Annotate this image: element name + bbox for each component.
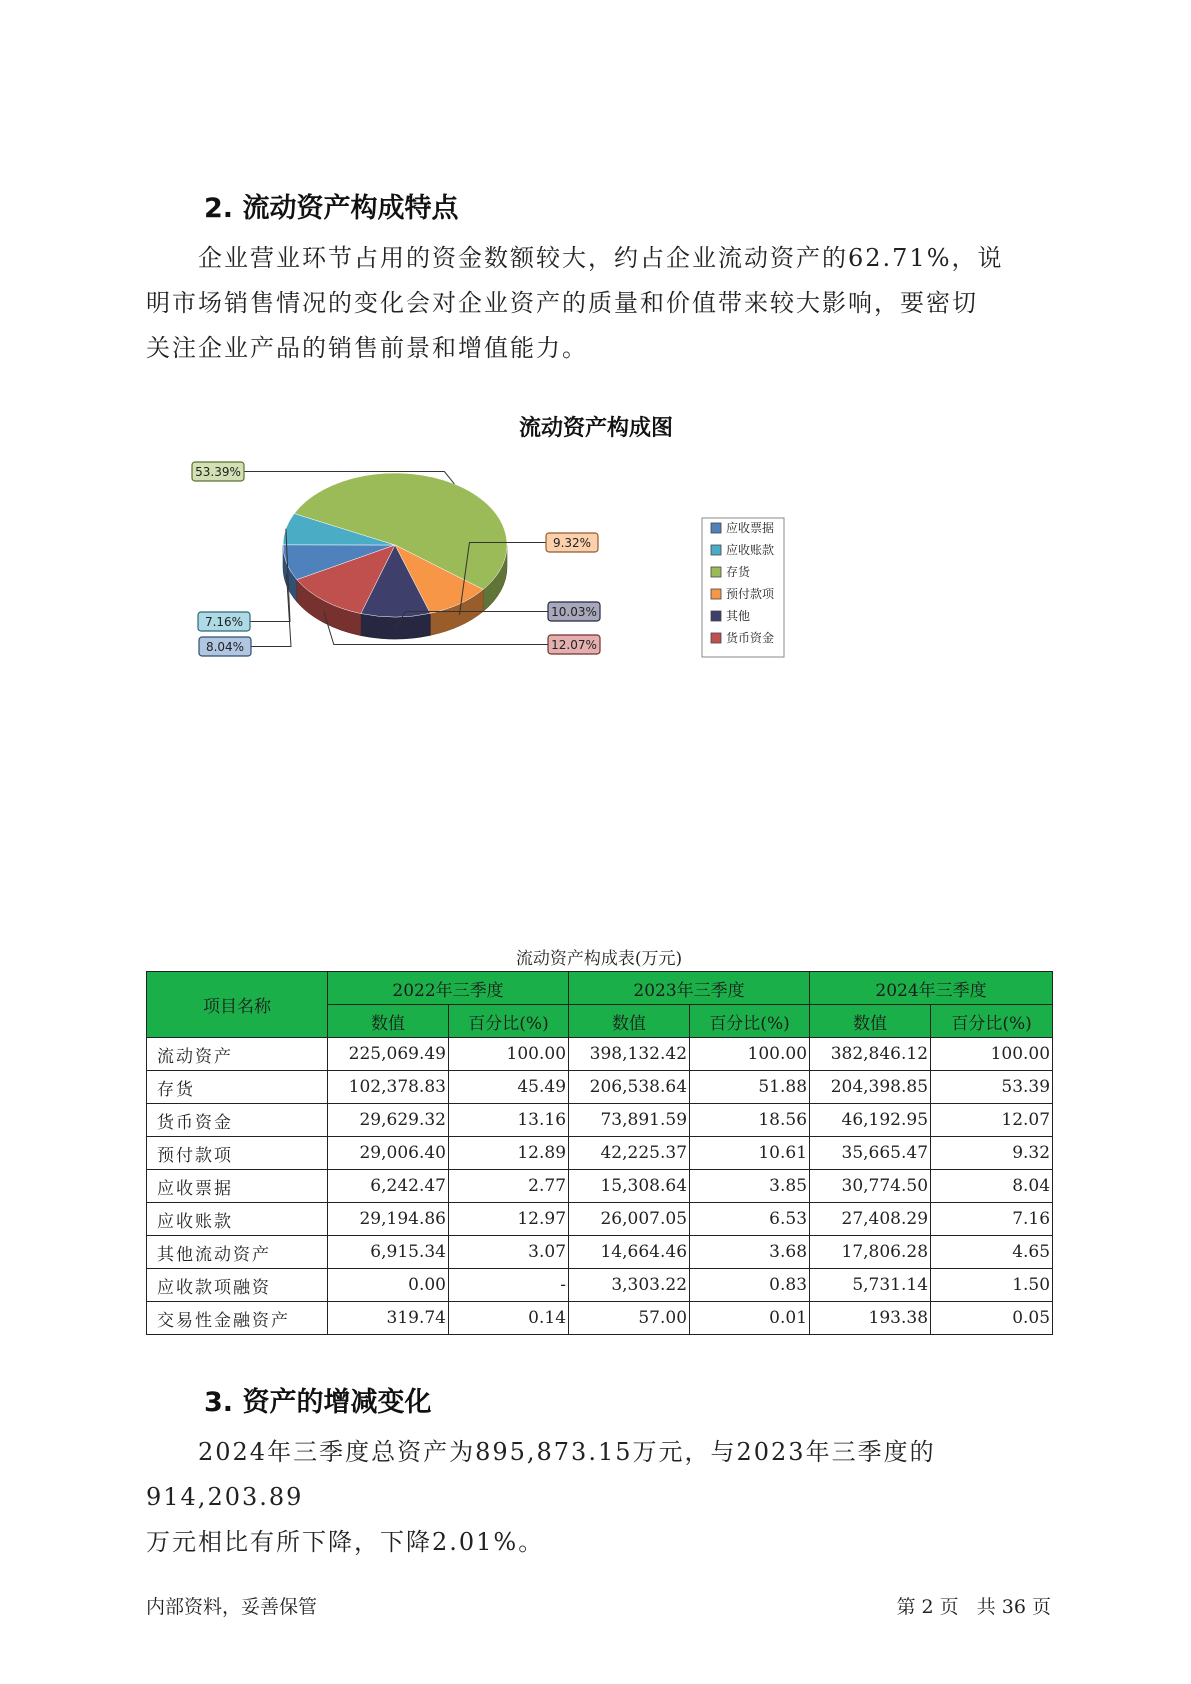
table-cell: 10.61 [690,1137,810,1170]
row-label: 预付款项 [147,1137,328,1170]
header-value: 数值 [569,1005,690,1038]
row-label: 其他流动资产 [147,1236,328,1269]
table-cell: 12.07 [931,1104,1053,1137]
row-label: 应收款项融资 [147,1269,328,1302]
legend-label: 货币资金 [726,631,775,645]
table-cell: 0.83 [690,1269,810,1302]
table-row [147,1269,1053,1302]
paragraph-line: 关注企业产品的销售前景和增值能力。 [146,334,588,362]
paragraph-line: 明市场销售情况的变化会对企业资产的质量和价值带来较大影响，要密切 [146,289,978,317]
pie-top [283,473,507,617]
section-heading: 3. 资产的增减变化 [204,1387,432,1418]
table-cell: 29,194.86 [328,1203,449,1236]
table-cell: 29,006.40 [328,1137,449,1170]
header-period: 2024年三季度 [810,972,1053,1005]
data-label: 8.04% [205,640,245,654]
table-cell: 4.65 [931,1236,1053,1269]
table-cell: 1.50 [931,1269,1053,1302]
table-cell: 382,846.12 [810,1038,931,1071]
table-cell: 100.00 [931,1038,1053,1071]
table-cell: 100.00 [690,1038,810,1071]
table-cell: 6,242.47 [328,1170,449,1203]
table-cell: 3.07 [449,1236,569,1269]
table-cell: 204,398.85 [810,1071,931,1104]
legend-swatch [711,633,721,643]
paragraph-line: 2024年三季度总资产为895,873.15万元，与2023年三季度的914,203.89 [146,1438,936,1511]
header-pct: 百分比(%) [690,1005,810,1038]
section-paragraph [146,1430,1086,1565]
table-cell: 12.89 [449,1137,569,1170]
table-row [147,1038,1053,1071]
legend-label: 存货 [726,565,751,579]
table-cell: 6,915.34 [328,1236,449,1269]
legend-swatch [711,545,721,555]
table-cell: 30,774.50 [810,1170,931,1203]
legend-swatch [711,523,721,533]
table-cell: 42,225.37 [569,1137,690,1170]
legend-label: 应收票据 [726,521,775,535]
table-cell: 193.38 [810,1302,931,1335]
header-item: 项目名称 [147,972,328,1038]
paragraph-line: 万元相比有所下降，下降2.01%。 [146,1528,545,1556]
table-row [147,1236,1053,1269]
table-cell: 46,192.95 [810,1104,931,1137]
table-cell: 5,731.14 [810,1269,931,1302]
table-cell: 3.85 [690,1170,810,1203]
table-cell: 225,069.49 [328,1038,449,1071]
current-assets-table [146,971,1053,1335]
table-cell: 100.00 [449,1038,569,1071]
footer-left: 内部资料，妥善保管 [146,1596,318,1618]
label-leader-line [251,574,291,647]
table-row [147,1137,1053,1170]
row-label: 存货 [147,1071,328,1104]
table-cell: 9.32 [931,1137,1053,1170]
table-cell: 57.00 [569,1302,690,1335]
row-label: 货币资金 [147,1104,328,1137]
data-label: 12.07% [551,638,597,652]
table-cell: 53.39 [931,1071,1053,1104]
table-cell: 398,132.42 [569,1038,690,1071]
chart-legend [702,518,784,657]
table-cell: 0.00 [328,1269,449,1302]
section-heading: 2. 流动资产构成特点 [204,193,459,224]
section-paragraph [146,236,1066,371]
table-cell: 13.16 [449,1104,569,1137]
table-cell: 35,665.47 [810,1137,931,1170]
table-cell: 7.16 [931,1203,1053,1236]
table-row [147,1104,1053,1137]
header-pct: 百分比(%) [449,1005,569,1038]
table-cell: 51.88 [690,1071,810,1104]
table-cell: 45.49 [449,1071,569,1104]
legend-swatch [711,589,721,599]
data-label: 9.32% [552,536,592,550]
table-cell: 26,007.05 [569,1203,690,1236]
header-period: 2023年三季度 [569,972,810,1005]
table-cell: 15,308.64 [569,1170,690,1203]
table-cell: 102,378.83 [328,1071,449,1104]
header-value: 数值 [328,1005,449,1038]
table-row [147,1302,1053,1335]
table-caption: 流动资产构成表(万元) [515,949,683,969]
header-period: 2022年三季度 [328,972,569,1005]
table-cell: 0.05 [931,1302,1053,1335]
pie-chart [180,405,820,725]
table-cell: 18.56 [690,1104,810,1137]
table-cell: 319.74 [328,1302,449,1335]
table-row [147,1071,1053,1104]
header-value: 数值 [810,1005,931,1038]
table-cell: - [449,1269,569,1302]
legend-label: 应收账款 [726,543,775,557]
legend-swatch [711,567,721,577]
table-cell: 3,303.22 [569,1269,690,1302]
table-cell: 73,891.59 [569,1104,690,1137]
row-label: 应收票据 [147,1170,328,1203]
legend-swatch [711,611,721,621]
row-label: 交易性金融资产 [147,1302,328,1335]
data-label: 53.39% [195,465,241,479]
table-cell: 12.97 [449,1203,569,1236]
table-cell: 206,538.64 [569,1071,690,1104]
chart-title: 流动资产构成图 [518,416,674,441]
table-cell: 2.77 [449,1170,569,1203]
table-cell: 14,664.46 [569,1236,690,1269]
paragraph-line: 企业营业环节占用的资金数额较大，约占企业流动资产的62.71%，说 [198,244,1004,272]
legend-label: 预付款项 [726,587,775,601]
table-cell: 27,408.29 [810,1203,931,1236]
row-label: 流动资产 [147,1038,328,1071]
data-label: 7.16% [204,615,244,629]
legend-label: 其他 [726,609,751,623]
page-number: 第 2 页 共 36 页 [896,1596,1051,1618]
header-pct: 百分比(%) [931,1005,1053,1038]
table-row [147,1170,1053,1203]
table-cell: 0.01 [690,1302,810,1335]
table-cell: 6.53 [690,1203,810,1236]
row-label: 应收账款 [147,1203,328,1236]
table-row [147,1203,1053,1236]
table-cell: 29,629.32 [328,1104,449,1137]
data-label: 10.03% [551,605,597,619]
table-cell: 0.14 [449,1302,569,1335]
table-cell: 17,806.28 [810,1236,931,1269]
table-cell: 3.68 [690,1236,810,1269]
table-body [147,1038,1053,1335]
table-cell: 8.04 [931,1170,1053,1203]
